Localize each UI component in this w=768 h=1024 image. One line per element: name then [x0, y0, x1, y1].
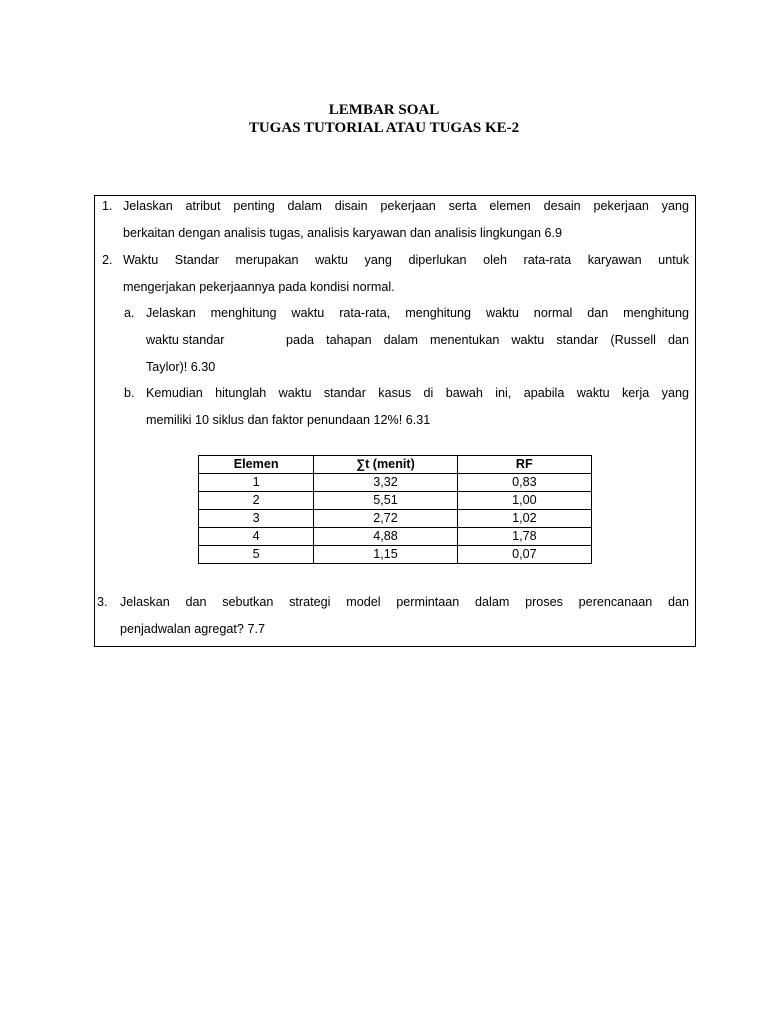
column-header-rf: RF: [457, 456, 591, 474]
question-2a-line-1: Jelaskan menghitung waktu rata-rata, menghitung waktu normal dan menghitung: [146, 306, 689, 320]
question-2-line-2: mengerjakan pekerjaannya pada kondisi normal.: [123, 280, 395, 294]
table-header-row: [199, 456, 592, 474]
cell-rf: 0,83: [457, 474, 591, 492]
question-2a-line-2a: waktu standar: [146, 333, 225, 347]
sheet-subtitle: TUGAS TUTORIAL ATAU TUGAS KE-2: [248, 120, 520, 136]
cell-elemen: 4: [199, 528, 314, 546]
cell-rf: 1,02: [457, 510, 591, 528]
question-2b-line-1: Kemudian hitunglah waktu standar kasus di bawah ini, apabila waktu kerja yang: [146, 386, 689, 400]
question-2a-label: a.: [124, 306, 135, 320]
column-header-elemen: Elemen: [199, 456, 314, 474]
table-row: [199, 492, 592, 510]
cell-rf: 1,78: [457, 528, 591, 546]
cell-elemen: 5: [199, 546, 314, 564]
question-2b-label: b.: [124, 386, 135, 400]
cell-sum-t: 2,72: [314, 510, 457, 528]
sheet-title: LEMBAR SOAL: [328, 102, 440, 118]
question-1-number: 1.: [102, 199, 113, 213]
cell-sum-t: 1,15: [314, 546, 457, 564]
question-3-line-1: Jelaskan dan sebutkan strategi model permintaan dalam proses perencanaan dan: [120, 595, 689, 609]
question-3-line-2: penjadwalan agregat? 7.7: [120, 622, 265, 636]
question-2-line-1: Waktu Standar merupakan waktu yang diperlukan oleh rata-rata karyawan untuk: [123, 253, 689, 267]
column-header-sum-t: ∑t (menit): [314, 456, 457, 474]
table-row: [199, 546, 592, 564]
question-2a-line-2b: pada tahapan dalam menentukan waktu standar (Russell dan: [286, 333, 689, 347]
element-time-table: [198, 455, 592, 564]
question-2-number: 2.: [102, 253, 113, 267]
cell-elemen: 3: [199, 510, 314, 528]
table-row: [199, 528, 592, 546]
question-1-line-2: berkaitan dengan analisis tugas, analisis karyawan dan analisis lingkungan 6.9: [123, 226, 562, 240]
question-2b-line-2: memiliki 10 siklus dan faktor penundaan 12%! 6.31: [146, 413, 431, 427]
cell-rf: 1,00: [457, 492, 591, 510]
cell-elemen: 1: [199, 474, 314, 492]
cell-sum-t: 3,32: [314, 474, 457, 492]
cell-sum-t: 5,51: [314, 492, 457, 510]
cell-rf: 0,07: [457, 546, 591, 564]
question-3-number: 3.: [97, 595, 108, 609]
table-row: [199, 474, 592, 492]
question-2a-line-3: Taylor)! 6.30: [146, 360, 216, 374]
question-1-line-1: Jelaskan atribut penting dalam disain pekerjaan serta elemen desain pekerjaan yang: [123, 199, 689, 213]
table-row: [199, 510, 592, 528]
cell-sum-t: 4,88: [314, 528, 457, 546]
cell-elemen: 2: [199, 492, 314, 510]
